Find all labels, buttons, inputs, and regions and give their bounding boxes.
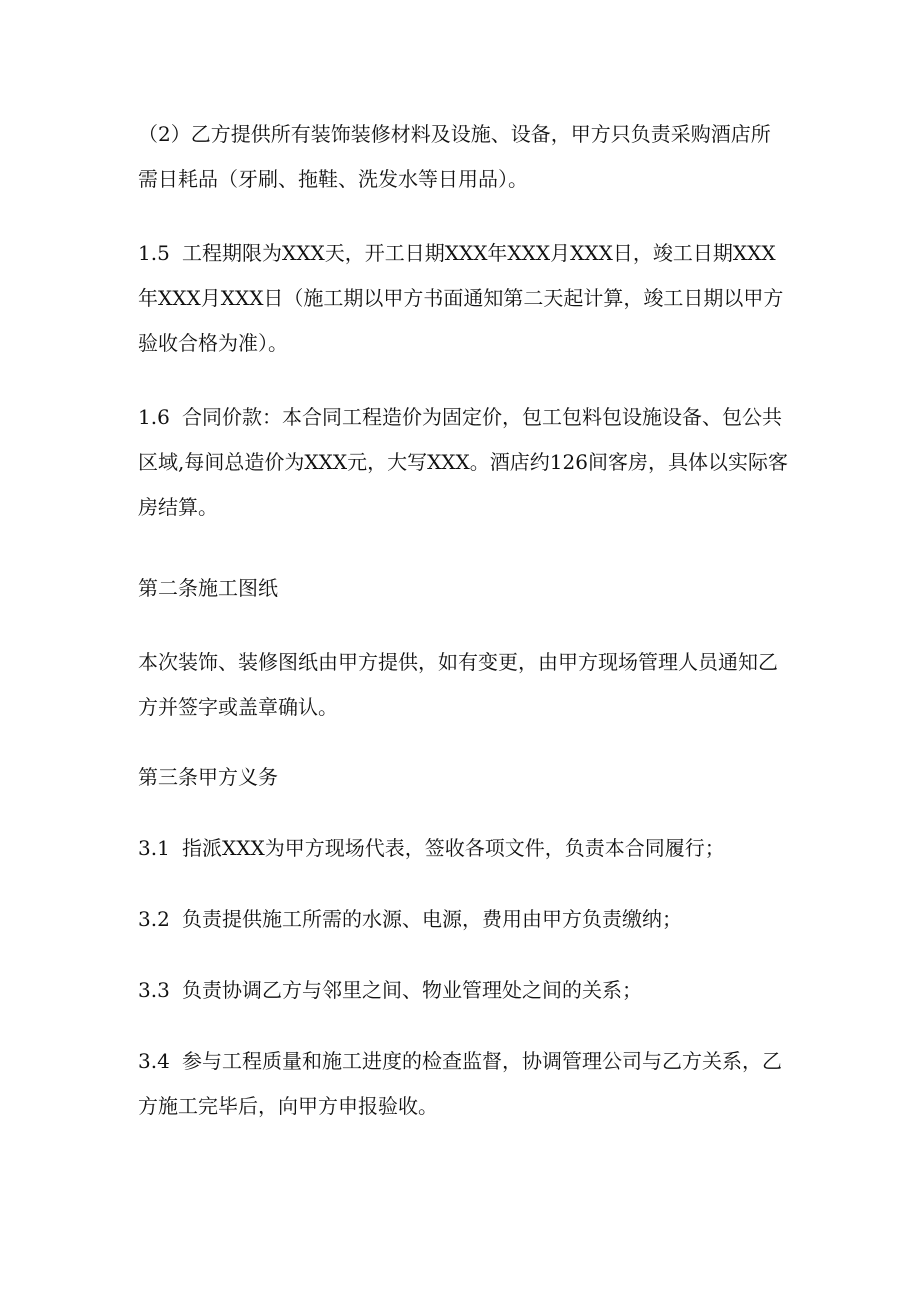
section-heading-article-3 (138, 755, 788, 800)
paragraph-text: （2）乙方提供所有装饰装修材料及设施、设备，甲方只负责采购酒店所需日耗品（牙刷、拖鞋、洗发水等日用品）。 (138, 122, 771, 191)
clause-number: 3.4 (138, 1049, 170, 1073)
paragraph-text: 第二条施工图纸 (138, 576, 278, 600)
paragraph-text: 参与工程质量和施工进度的检查监督，协调管理公司与乙方关系，乙方施工完毕后，向甲方申报验收。 (138, 1049, 782, 1118)
paragraph-text: 合同价款：本合同工程造价为固定价，包工包料包设施设备、包公共区域,每间总造价为XXX元，大写XXX。酒店约126间客房，具体以实际客房结算。 (138, 405, 788, 519)
clause-3-2 (138, 897, 788, 942)
clause-1-6-contract-price (138, 395, 788, 530)
paragraph-text: 第三条甲方义务 (138, 765, 278, 789)
clause-3-3 (138, 968, 788, 1013)
clause-number: 3.2 (138, 907, 170, 931)
paragraph-text: 指派XXX为甲方现场代表，签收各项文件，负责本合同履行； (182, 836, 725, 860)
paragraph-text: 本次装饰、装修图纸由甲方提供，如有变更，由甲方现场管理人员通知乙方并签字或盖章确认。 (138, 650, 778, 719)
clause-3-1 (138, 826, 788, 871)
clause-number: 1.5 (138, 241, 170, 265)
paragraph-text: 负责协调乙方与邻里之间、物业管理处之间的关系； (182, 978, 642, 1002)
clause-supply-materials (138, 112, 788, 202)
clause-number: 1.6 (138, 405, 170, 429)
section-heading-article-2 (138, 566, 788, 611)
clause-number: 3.3 (138, 978, 170, 1002)
clause-drawings (138, 640, 788, 730)
paragraph-text: 工程期限为XXX天，开工日期XXX年XXX月XXX日，竣工日期XXX年XXX月XXX日（施工期以甲方书面通知第二天起计算，竣工日期以甲方验收合格为准）。 (138, 241, 784, 355)
clause-3-4 (138, 1039, 788, 1129)
clause-number: 3.1 (138, 836, 170, 860)
clause-1-5-construction-period (138, 231, 788, 366)
paragraph-text: 负责提供施工所需的水源、电源，费用由甲方负责缴纳； (182, 907, 682, 931)
